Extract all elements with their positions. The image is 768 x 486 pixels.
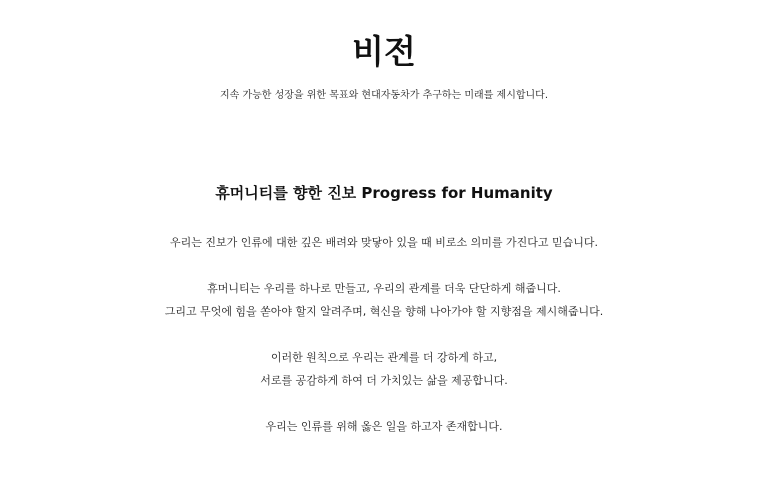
- paragraph-2: [0, 277, 768, 323]
- section-heading: 휴머니티를 향한 진보 Progress for Humanity: [215, 184, 553, 202]
- paragraph-line: 서로를 공감하게 하여 더 가치있는 삶을 제공합니다.: [260, 374, 508, 387]
- paragraph-line: 우리는 진보가 인류에 대한 깊은 배려와 맞닿아 있을 때 비로소 의미를 가진다고 믿습니다.: [170, 236, 598, 249]
- paragraph-line: 그리고 무엇에 힘을 쏟아야 할지 알려주며, 혁신을 향해 나아가야 할 지향점을 제시해줍니다.: [164, 305, 604, 318]
- page-title: 비전: [352, 32, 416, 71]
- paragraph-4: [0, 415, 768, 438]
- paragraph-line: 이러한 원칙으로 우리는 관계를 더 강하게 하고,: [270, 351, 498, 364]
- vision-description: [0, 231, 768, 438]
- page-subtitle: 지속 가능한 성장을 위한 목표와 현대자동차가 추구하는 미래를 제시합니다.: [219, 90, 549, 101]
- paragraph-3: [0, 346, 768, 392]
- paragraph-line: 휴머니티는 우리를 하나로 만들고, 우리의 관계를 더욱 단단하게 해줍니다.: [207, 282, 561, 295]
- paragraph-1: [0, 231, 768, 254]
- paragraph-line: 우리는 인류를 위해 옳은 일을 하고자 존재합니다.: [265, 420, 503, 433]
